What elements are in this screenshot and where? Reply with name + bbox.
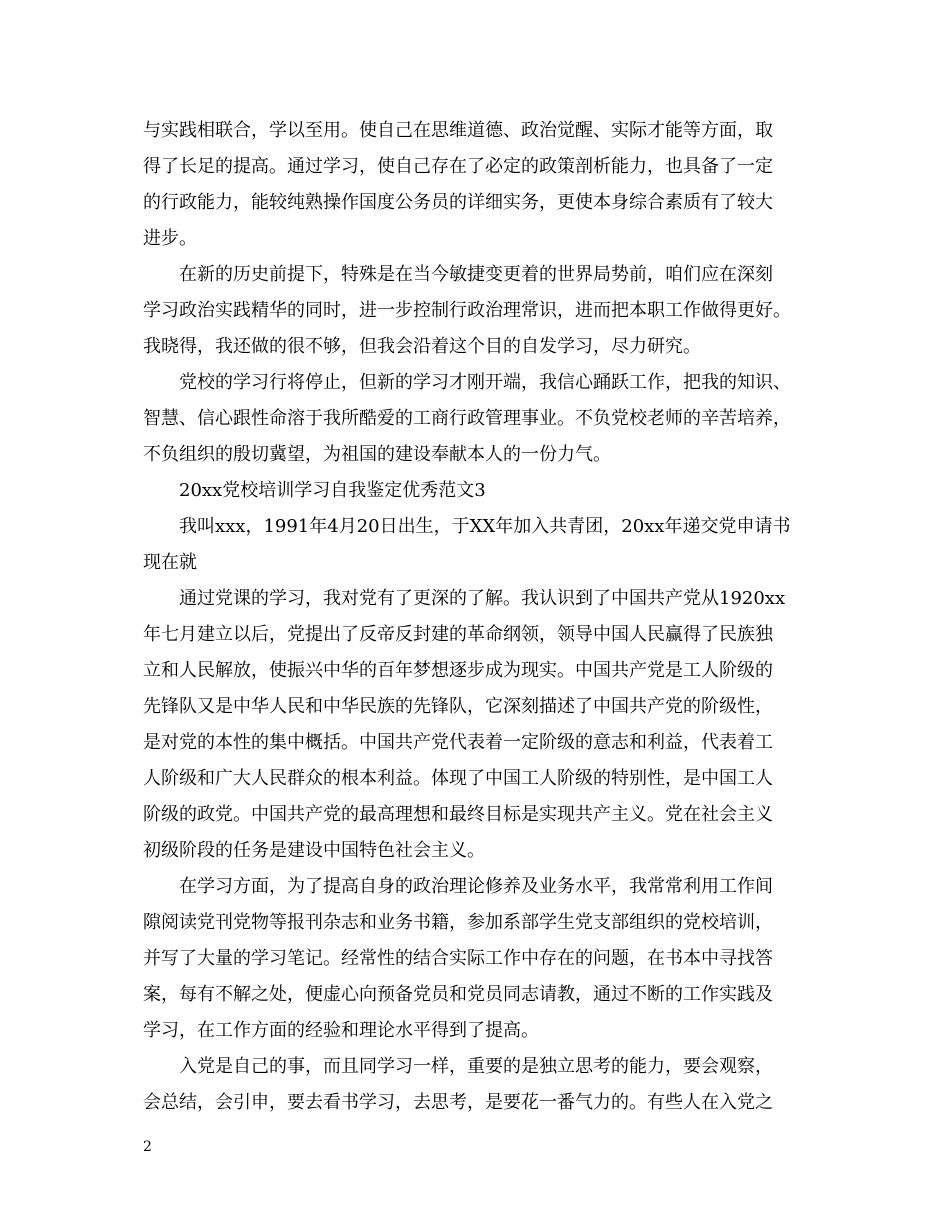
text-line: 学习，在工作方面的经验和理论水平得到了提高。 [143, 1020, 539, 1041]
text-line: 会总结，会引申，要去看书学习，去思考，是要花一番气力的。有些人在入党之 [143, 1092, 773, 1113]
text-line: 得了长足的提高。通过学习，使自己存在了必定的政策剖析能力，也具备了一定 [143, 156, 773, 177]
text-line: 我晓得，我还做的很不够，但我会沿着这个目的自发学习，尽力研究。 [143, 336, 701, 357]
text-line: 学习政治实践精华的同时，进一步控制行政治理常识，进而把本职工作做得更好。 [143, 300, 791, 321]
text-line: 现在就 [143, 552, 197, 573]
text-line: 人阶级和广大人民群众的根本利益。体现了中国工人阶级的特别性，是中国工人 [143, 768, 773, 789]
text-line: 立和人民解放，使振兴中华的百年梦想逐步成为现实。中国共产党是工人阶级的 [143, 660, 773, 681]
text-line: 通过党课的学习，我对党有了更深的了解。我认识到了中国共产党从1920xx [179, 588, 786, 609]
text-line: 并写了大量的学习笔记。经常性的结合实际工作中存在的问题，在书本中寻找答 [143, 948, 773, 969]
text-line: 是对党的本性的集中概括。中国共产党代表着一定阶级的意志和利益，代表着工 [143, 732, 773, 753]
text-line: 入党是自己的事，而且同学习一样，重要的是独立思考的能力，要会观察， [179, 1056, 773, 1077]
text-line: 党校的学习行将停止，但新的学习才刚开端，我信心踊跃工作，把我的知识、 [179, 372, 791, 393]
text-line: 阶级的政党。中国共产党的最高理想和最终目标是实现共产主义。党在社会主义 [143, 804, 773, 825]
text-line: 的行政能力，能较纯熟操作国度公务员的详细实务，更使本身综合素质有了较大 [143, 192, 773, 213]
text-line: 我叫xxx，1991年4月20日出生，于XX年加入共青团，20xx年递交党申请书 [179, 516, 791, 537]
text-line: 初级阶段的任务是建设中国特色社会主义。 [143, 840, 485, 861]
text-line: 与实践相联合，学以至用。使自己在思维道德、政治觉醒、实际才能等方面，取 [143, 120, 773, 141]
text-line: 在新的历史前提下，特殊是在当今敏捷变更着的世界局势前，咱们应在深刻 [179, 264, 773, 285]
text-line: 隙阅读党刊党物等报刊杂志和业务书籍，参加系部学生党支部组织的党校培训， [143, 912, 773, 933]
page-number: 2 [143, 1139, 152, 1155]
text-line: 年七月建立以后，党提出了反帝反封建的革命纲领，领导中国人民赢得了民族独 [143, 624, 773, 645]
text-line: 20xx党校培训学习自我鉴定优秀范文3 [179, 480, 486, 501]
text-line: 案，每有不解之处，便虚心向预备党员和党员同志请教，通过不断的工作实践及 [143, 984, 773, 1005]
text-line: 不负组织的殷切冀望，为祖国的建设奉献本人的一份力气。 [143, 444, 611, 465]
text-line: 先锋队又是中华人民和中华民族的先锋队，它深刻描述了中国共产党的阶级性， [143, 696, 773, 717]
text-line: 智慧、信心跟性命溶于我所酷爱的工商行政管理事业。不负党校老师的辛苦培养， [143, 408, 791, 429]
text-line: 进步。 [143, 228, 197, 249]
text-line: 在学习方面，为了提高自身的政治理论修养及业务水平，我常常利用工作间 [179, 876, 773, 897]
document-body [143, 113, 808, 1121]
